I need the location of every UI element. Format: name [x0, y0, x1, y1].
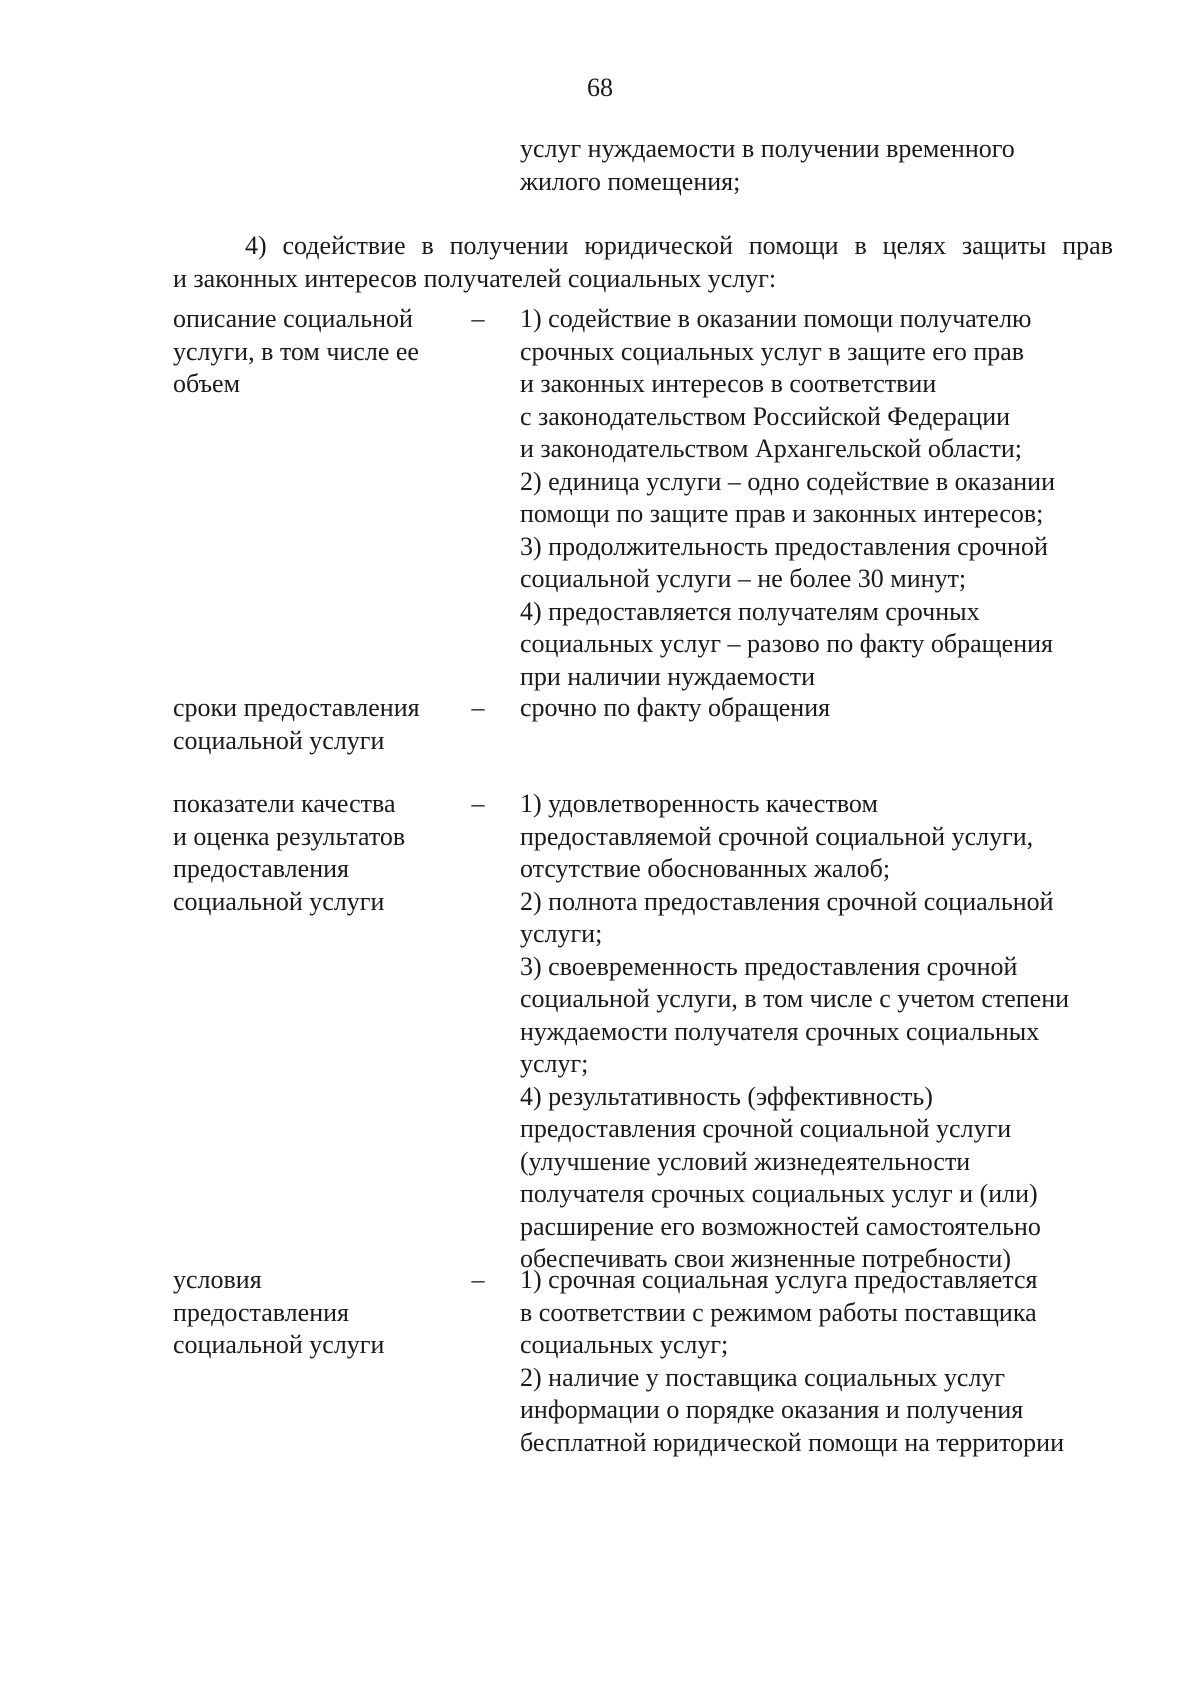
text-line: 3) продолжительность предоставления срочной: [520, 531, 1048, 561]
text-line: социальной услуги, в том числе с учетом степени: [520, 984, 1070, 1013]
text-line: 3) своевременность предоставления срочной: [520, 951, 1018, 981]
text-line: помощи по защите прав и законных интересов;: [520, 499, 1044, 528]
text-line: предоставления: [173, 854, 349, 883]
text-line: 1) удовлетворенность качеством: [520, 789, 878, 818]
row-dash: –: [471, 693, 485, 722]
row-term: [173, 1264, 453, 1362]
row-term: [173, 303, 453, 401]
text-line: бесплатной юридической помощи на территории: [520, 1427, 1064, 1457]
text-line: при наличии нуждаемости: [520, 661, 816, 691]
text-line: 4) предоставляется получателям срочных: [520, 596, 980, 626]
text-line: 1) содействие в оказании помощи получателю: [520, 304, 1032, 333]
text-line: предоставления срочной социальной услуги: [520, 1114, 1012, 1143]
text-line: социальной услуги: [173, 886, 385, 916]
row-description: [520, 1264, 1140, 1459]
text-line: 4) результативность (эффективность): [520, 1081, 933, 1111]
text-line: услуг;: [520, 1049, 589, 1078]
row-dash: –: [471, 1265, 485, 1294]
row-term: [173, 692, 453, 757]
text-line: предоставления: [173, 1297, 349, 1327]
text-line: социальных услуг;: [520, 1330, 729, 1359]
row-description: [520, 788, 1140, 1276]
row-description: [520, 692, 1140, 725]
text-line: и законных интересов получателей социальных услуг:: [173, 263, 777, 293]
row-dash: –: [471, 304, 485, 333]
text-line: социальной услуги – не более 30 минут;: [520, 564, 967, 593]
text-line: 2) полнота предоставления срочной социальной: [520, 886, 1054, 916]
text-line: в соответствии с режимом работы поставщика: [520, 1297, 1037, 1327]
text-line: услуги;: [520, 919, 603, 948]
carry-over-text: [520, 133, 1120, 198]
text-line: услуги, в том числе ее: [173, 336, 419, 366]
text-line: предоставляемой срочной социальной услуги,: [520, 821, 1034, 851]
text-line: объем: [173, 369, 241, 398]
text-line: с законодательством Российской Федерации: [520, 401, 1011, 431]
text-line: жилого помещения;: [520, 166, 741, 196]
text-line: и законодательством Архангельской области;: [520, 434, 1022, 463]
text-line: описание социальной: [173, 304, 413, 333]
row-description: [520, 303, 1140, 693]
text-line: срочно по факту обращения: [520, 693, 831, 722]
text-line: 1) срочная социальная услуга предоставляется: [520, 1265, 1038, 1294]
row-term: [173, 788, 453, 918]
text-line: 2) единица услуги – одно содействие в оказании: [520, 466, 1055, 496]
text-line: сроки предоставления: [173, 693, 420, 722]
text-line: (улучшение условий жизнедеятельности: [520, 1146, 971, 1176]
text-line: социальных услуг – разово по факту обращения: [520, 629, 1054, 658]
text-line: расширение его возможностей самостоятельно: [520, 1211, 1041, 1241]
text-line: 4) содействие в получении юридической помощи в целях защиты прав: [245, 231, 1113, 260]
text-line: социальной услуги: [173, 725, 385, 755]
text-line: и законных интересов в соответствии: [520, 369, 937, 398]
page-number: 68: [587, 73, 613, 102]
text-line: обеспечивать свои жизненные потребности): [520, 1244, 1011, 1273]
text-line: нуждаемости получателя срочных социальных: [520, 1016, 1040, 1046]
text-line: показатели качества: [173, 789, 396, 818]
text-line: социальной услуги: [173, 1330, 385, 1359]
text-line: получателя срочных социальных услуг и (или): [520, 1179, 1038, 1208]
text-line: срочных социальных услуг в защите его прав: [520, 336, 1025, 366]
section-heading: [173, 230, 1113, 295]
text-line: информации о порядке оказания и получения: [520, 1395, 1024, 1424]
text-line: условия: [173, 1265, 262, 1294]
text-line: 2) наличие у поставщика социальных услуг: [520, 1362, 1006, 1392]
row-dash: –: [471, 789, 485, 818]
text-line: отсутствие обоснованных жалоб;: [520, 854, 891, 883]
text-line: услуг нуждаемости в получении временного: [520, 134, 1015, 163]
text-line: и оценка результатов: [173, 821, 406, 851]
